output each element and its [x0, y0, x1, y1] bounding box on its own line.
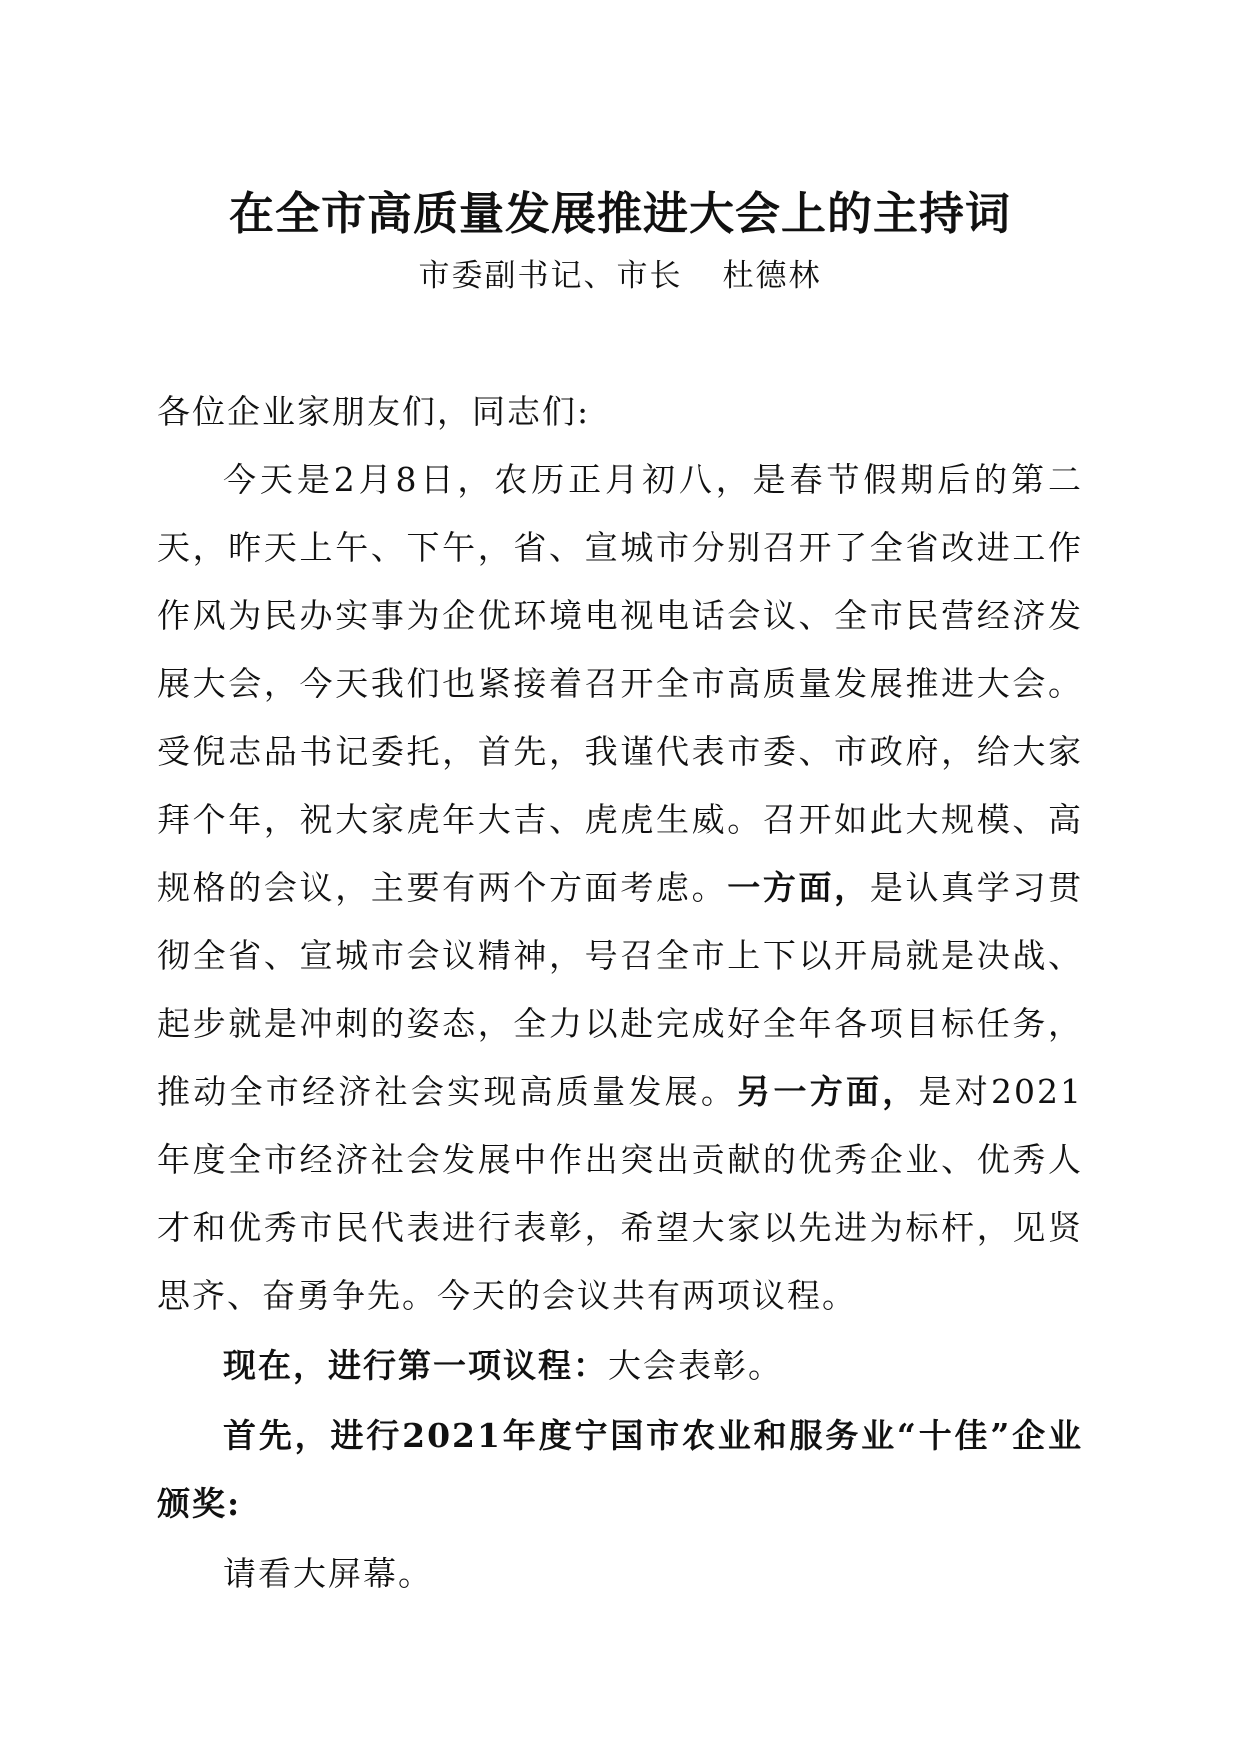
paragraph-screen: 请看大屏幕。: [223, 1554, 433, 1593]
speaker-line: [0, 256, 1240, 296]
paragraph-intro-text-2: 是认真学习贯彻全省、宣城市会议精神，号召全市上下以开局就是决战、起步就是冲刺的姿态，全力以赴完成好全年各项目标任务，推动全市经济社会实现高质量发展。: [157, 868, 1084, 1111]
speaker-role: 市委副书记、市长: [418, 258, 683, 294]
emphasis-one-side: 一方面，: [727, 868, 870, 907]
paragraph-agenda-one: [157, 1332, 1083, 1400]
agenda-one-item: 大会表彰。: [608, 1346, 783, 1385]
paragraph-intro-text-1: 今天是2月8日，农历正月初八，是春节假期后的第二天，昨天上午、下午，省、宣城市分别召开了全省改进工作作风为民办实事为企优环境电视电话会议、全市民营经济发展大会，今天我们也紧接着召开全市高质量发展推进大会。受倪志品书记委托，首先，我谨代表市委、市政府，给大家拜个年，祝大家虎年大吉、虎虎生威。召开如此大规模、高规格的会议，主要有两个方面考虑。: [157, 460, 1083, 907]
document-body: [157, 378, 1083, 1608]
paragraph-intro-text-3: 是对2021年度全市经济社会发展中作出突出贡献的优秀企业、优秀人才和优秀市民代表进行表彰，希望大家以先进为标杆，见贤思齐、奋勇争先。今天的会议共有两项议程。: [157, 1072, 1084, 1315]
speaker-name: 杜德林: [722, 258, 822, 294]
document-title: 在全市高质量发展推进大会上的主持词: [228, 187, 1011, 240]
emphasis-other-side: 另一方面，: [737, 1072, 919, 1111]
agenda-one-lead: 现在，进行第一项议程：: [223, 1346, 608, 1385]
paragraph-intro: [157, 446, 1083, 1330]
salutation: 各位企业家朋友们，同志们:: [157, 392, 591, 431]
paragraph-award: 首先，进行2021年度宁国市农业和服务业“十佳”企业颁奖:: [157, 1416, 1083, 1523]
